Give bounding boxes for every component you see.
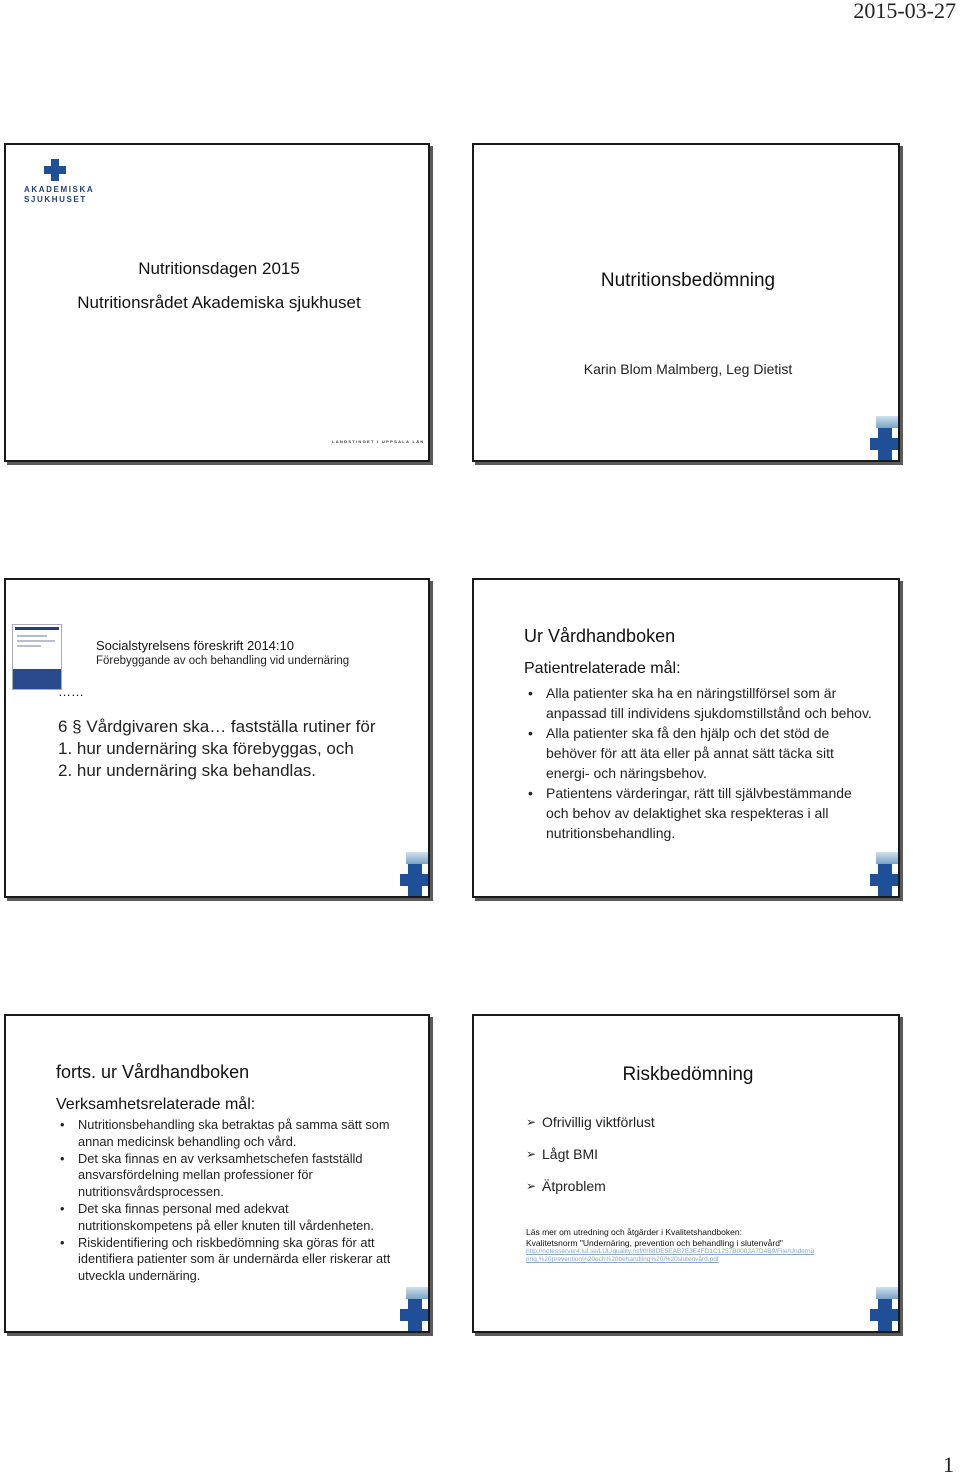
ellipsis-text: ……: [58, 684, 84, 699]
slide-title-text: Riskbedömning: [622, 1064, 754, 1085]
read-more-text: [526, 1227, 816, 1248]
slide-title: [4, 143, 430, 462]
slide-subheading: Verksamhetsrelaterade mål:: [56, 1096, 256, 1113]
slide-subheading: Patientrelaterade mål:: [524, 660, 681, 677]
blue-cross-icon: [400, 1287, 428, 1331]
list-item: ➢ Ofrivillig viktförlust: [526, 1114, 655, 1130]
list-item: • Det ska finnas personal med adekvat nutritionskompetens på eller knuten till vårdenheten.: [60, 1200, 374, 1233]
slide-subtitle-text: Nutritionsrådet Akademiska sjukhuset: [77, 293, 361, 312]
regulation-subheading: Förebyggande av och behandling vid undernäring: [96, 655, 350, 667]
regulation-line: 2. hur undernäring ska behandlas.: [58, 761, 317, 780]
bullet-list: [524, 683, 874, 843]
list-item: ➢ Ätproblem: [526, 1178, 606, 1194]
read-more-label: Läs mer om utredning och åtgärder i Kvalitetshandboken:: [526, 1227, 742, 1237]
slide-socialstyrelsen: [4, 578, 430, 898]
list-item: • Riskidentifiering och riskbedömning ska göras för att identifiera patienter som är undernärda eller riskerar att utveckla undernäring.: [60, 1234, 391, 1284]
list-item: • Alla patienter ska ha en näringstillförsel som är anpassad till individens sjukdomstillstånd och behov.: [528, 685, 872, 721]
slide-forts-vardhandboken: [4, 1014, 430, 1333]
page-date: 2015-03-27: [853, 0, 956, 23]
list-item: • Alla patienter ska få den hjälp och det stöd de behöver för att äta eller på annat sätt täcka sitt energi- och näringsbehov.: [528, 725, 834, 781]
slide-title-text: forts. ur Vårdhandboken: [56, 1062, 250, 1082]
page-number: 1: [943, 1452, 954, 1477]
blue-cross-icon: [400, 852, 428, 896]
slide-title-text: Nutritionsdagen 2015: [138, 259, 300, 278]
landsting-footer: LANDSTINGET I UPPSALA LÄN: [332, 439, 425, 444]
arrow-list: [526, 1114, 655, 1210]
blue-cross-icon: [870, 416, 898, 460]
read-more-document: Kvalitetsnorm "Undernäring, prevention och behandling i slutenvård": [526, 1237, 783, 1248]
logo-line-1: AKADEMISKA: [24, 185, 95, 194]
blue-cross-icon: [870, 852, 898, 896]
list-item: • Patientens värderingar, rätt till självbestämmande och behov av delaktighet ska respekteras i all nutritionsbehandling.: [528, 785, 852, 841]
list-item: • Nutritionsbehandling ska betraktas på samma sätt som annan medicinsk behandling och vård.: [60, 1117, 390, 1149]
slide-title-text: Ur Vårdhandboken: [524, 626, 676, 646]
arrow-bullet-icon: ➢: [526, 1179, 537, 1193]
blue-cross-icon: [870, 1287, 898, 1331]
slide-nutritionsbedomning: [472, 143, 900, 462]
regulation-line: 6 § Vårdgivaren ska… fastställa rutiner för: [58, 717, 376, 736]
list-item: • Det ska finnas en av verksamhetschefen fastställd ansvarsfördelning mellan professioner för nutritionsvårdsprocessen.: [60, 1150, 363, 1200]
logo-line-2: SJUKHUSET: [24, 195, 87, 204]
regulation-body: [58, 716, 375, 782]
list-item: ➢ Lågt BMI: [526, 1146, 599, 1162]
arrow-bullet-icon: ➢: [526, 1147, 537, 1161]
arrow-bullet-icon: ➢: [526, 1115, 537, 1129]
slide-ur-vardhandboken: [472, 578, 900, 898]
author-text: Karin Blom Malmberg, Leg Dietist: [583, 361, 793, 377]
regulation-line: 1. hur undernäring ska förebyggas, och: [58, 739, 354, 758]
bullet-list: [56, 1117, 396, 1285]
document-thumbnail-icon: [12, 624, 62, 690]
slide-title-text: Nutritionsbedömning: [600, 270, 776, 291]
akademiska-logo: [24, 159, 98, 205]
akademiska-cross-icon: [44, 159, 66, 181]
regulation-heading: Socialstyrelsens föreskrift 2014:10: [96, 638, 294, 653]
kvalitetshandbok-link[interactable]: http://notesserver4.lul.se/LUL/quality.nsf/0/88DE5EAB7E3E4FD1C1257B0003A7D4B9/File/Undernäring,%20prevention%20och%20behandling%20i%20slutenvård.pdf: [526, 1248, 815, 1263]
slide-riskbedomning: [472, 1014, 900, 1333]
